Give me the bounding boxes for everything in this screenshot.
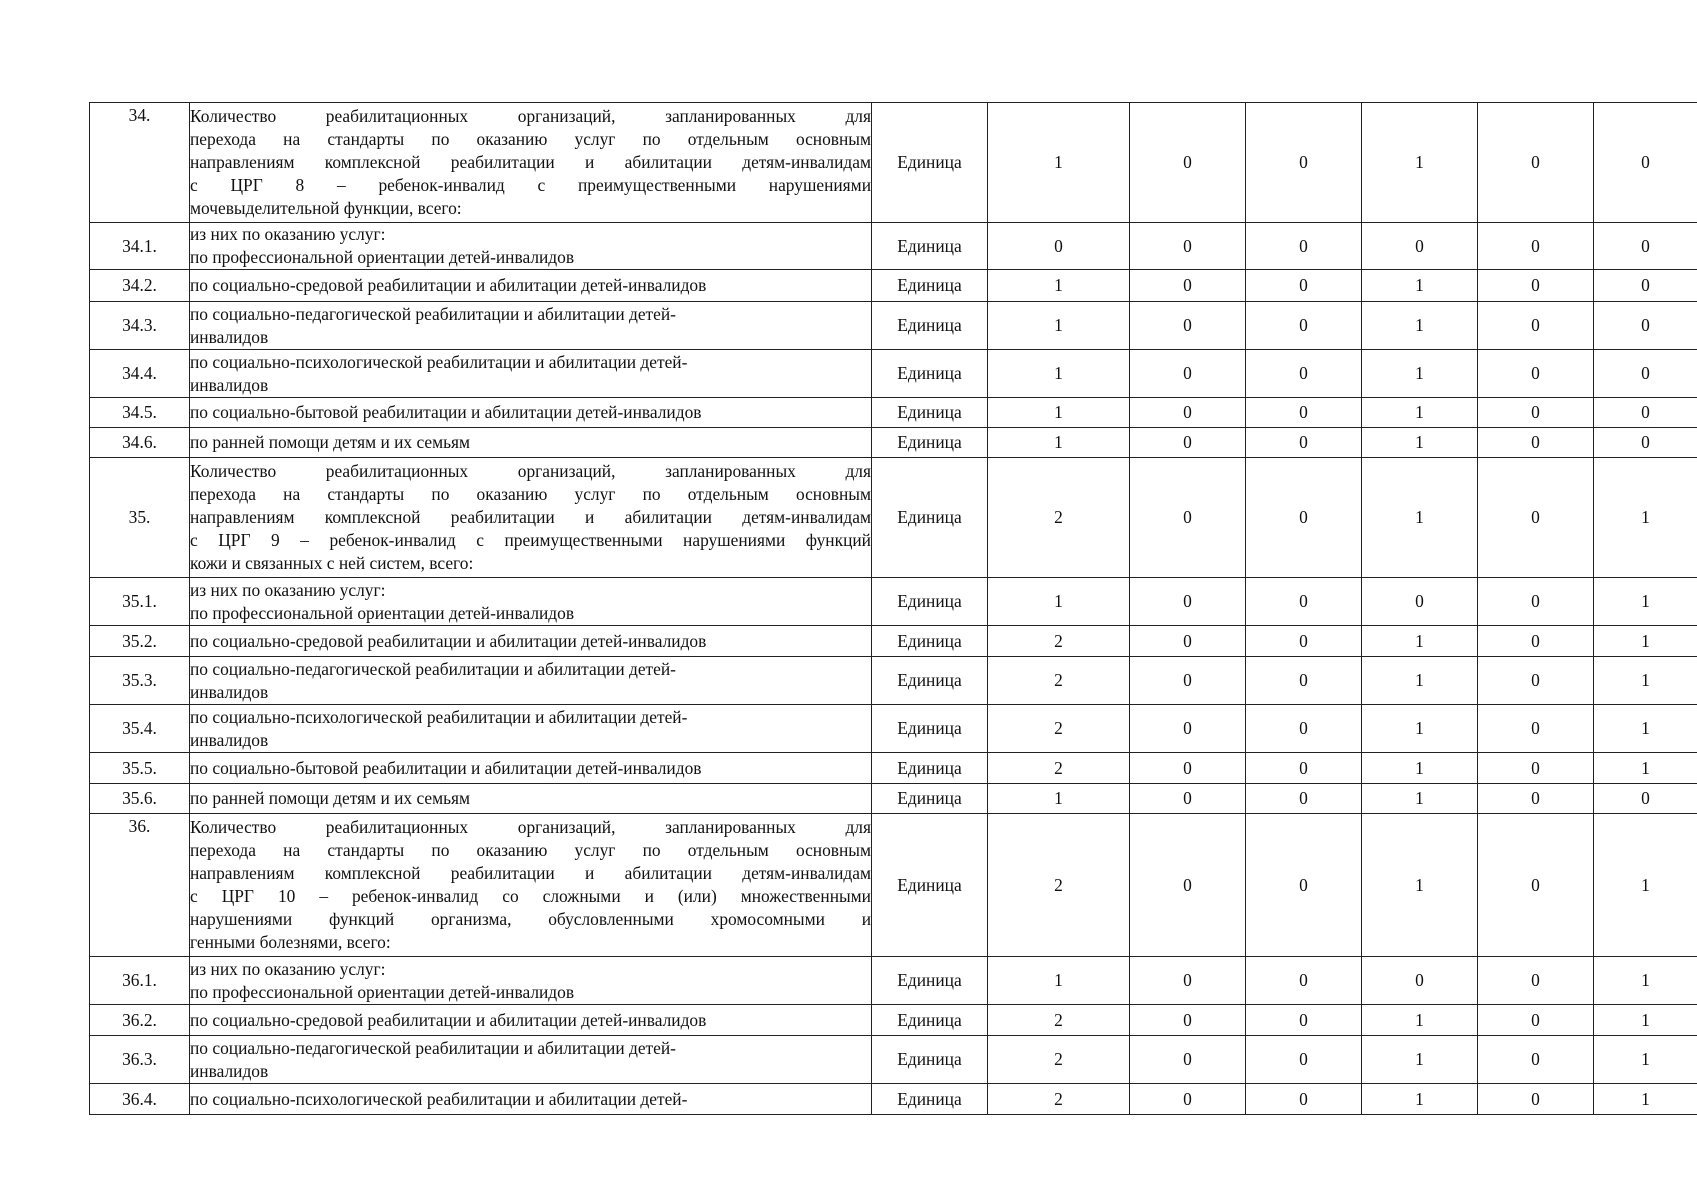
value-cell-4: 0 xyxy=(1362,223,1478,270)
table-row xyxy=(90,223,1697,270)
value-cell-6: 1 xyxy=(1594,578,1697,626)
description-line: перехода на стандарты по оказанию услуг по отдельным основным xyxy=(190,484,871,504)
row-number: 36.4. xyxy=(90,1084,190,1115)
indicator-table xyxy=(89,102,1697,1115)
table-row xyxy=(90,103,1697,223)
table-row xyxy=(90,398,1697,428)
value-cell-1: 2 xyxy=(988,705,1130,753)
value-cell-3: 0 xyxy=(1246,705,1362,753)
value-cell-1: 1 xyxy=(988,398,1130,428)
value-cell-6: 1 xyxy=(1594,1005,1697,1036)
value-cell-3: 0 xyxy=(1246,302,1362,350)
value-cell-1: 0 xyxy=(988,223,1130,270)
value-cell-2: 0 xyxy=(1130,350,1246,398)
value-cell-1: 1 xyxy=(988,428,1130,458)
table-row xyxy=(90,1005,1697,1036)
description-line: по социально-бытовой реабилитации и абилитации детей-инвалидов xyxy=(190,757,702,778)
description-line: мочевыделительной функции, всего: xyxy=(190,198,462,218)
value-cell-3: 0 xyxy=(1246,428,1362,458)
value-cell-2: 0 xyxy=(1130,784,1246,814)
value-cell-5: 0 xyxy=(1478,428,1594,458)
value-cell-2: 0 xyxy=(1130,270,1246,302)
row-description xyxy=(190,1005,872,1036)
value-cell-2: 0 xyxy=(1130,705,1246,753)
value-cell-5: 0 xyxy=(1478,302,1594,350)
unit-cell: Единица xyxy=(872,814,988,957)
value-cell-4: 1 xyxy=(1362,784,1478,814)
row-number: 35.3. xyxy=(90,657,190,705)
description-line: инвалидов xyxy=(190,326,269,347)
value-cell-2: 0 xyxy=(1130,657,1246,705)
unit-cell: Единица xyxy=(872,270,988,302)
row-number: 34.3. xyxy=(90,302,190,350)
value-cell-5: 0 xyxy=(1478,398,1594,428)
description-line: по профессиональной ориентации детей-инвалидов xyxy=(190,602,575,623)
table-row xyxy=(90,657,1697,705)
description-line: направлениям комплексной реабилитации и абилитации детям-инвалидам xyxy=(190,507,871,527)
value-cell-1: 1 xyxy=(988,957,1130,1005)
value-cell-4: 1 xyxy=(1362,458,1478,578)
row-number: 35.1. xyxy=(90,578,190,626)
value-cell-5: 0 xyxy=(1478,103,1594,223)
value-cell-1: 2 xyxy=(988,814,1130,957)
row-number: 34.2. xyxy=(90,270,190,302)
table-row xyxy=(90,458,1697,578)
description-line: с ЦРГ 10 – ребенок-инвалид со сложными и (или) множественными xyxy=(190,886,871,906)
value-cell-4: 1 xyxy=(1362,350,1478,398)
description-line: по социально-средовой реабилитации и абилитации детей-инвалидов xyxy=(190,275,707,295)
table-row xyxy=(90,270,1697,302)
row-description xyxy=(190,814,872,957)
value-cell-2: 0 xyxy=(1130,302,1246,350)
value-cell-2: 0 xyxy=(1130,428,1246,458)
row-description xyxy=(190,705,872,753)
description-line: из них по оказанию услуг: xyxy=(190,224,386,244)
description-line: по социально-педагогической реабилитации и абилитации детей- xyxy=(190,303,676,324)
row-number: 36.3. xyxy=(90,1036,190,1084)
row-number: 34.1. xyxy=(90,223,190,270)
row-description xyxy=(190,270,872,302)
row-number: 36. xyxy=(90,814,190,957)
row-description xyxy=(190,458,872,578)
unit-cell: Единица xyxy=(872,350,988,398)
value-cell-1: 2 xyxy=(988,753,1130,784)
value-cell-2: 0 xyxy=(1130,578,1246,626)
value-cell-4: 1 xyxy=(1362,1005,1478,1036)
value-cell-3: 0 xyxy=(1246,1036,1362,1084)
value-cell-3: 0 xyxy=(1246,1084,1362,1115)
row-number: 34.5. xyxy=(90,398,190,428)
unit-cell: Единица xyxy=(872,302,988,350)
table-row xyxy=(90,705,1697,753)
value-cell-3: 0 xyxy=(1246,398,1362,428)
value-cell-6: 1 xyxy=(1594,705,1697,753)
value-cell-5: 0 xyxy=(1478,626,1594,657)
row-number: 34.4. xyxy=(90,350,190,398)
description-line: из них по оказанию услуг: xyxy=(190,958,386,979)
value-cell-4: 0 xyxy=(1362,957,1478,1005)
table-row xyxy=(90,784,1697,814)
unit-cell: Единица xyxy=(872,1036,988,1084)
description-line: по социально-средовой реабилитации и абилитации детей-инвалидов xyxy=(190,1009,707,1030)
table-row xyxy=(90,1084,1697,1115)
value-cell-3: 0 xyxy=(1246,957,1362,1005)
description-line: нарушениями функций организма, обусловленными хромосомными и xyxy=(190,909,871,929)
value-cell-3: 0 xyxy=(1246,784,1362,814)
row-number: 36.2. xyxy=(90,1005,190,1036)
value-cell-3: 0 xyxy=(1246,657,1362,705)
row-number: 36.1. xyxy=(90,957,190,1005)
value-cell-3: 0 xyxy=(1246,270,1362,302)
value-cell-4: 1 xyxy=(1362,428,1478,458)
value-cell-3: 0 xyxy=(1246,753,1362,784)
value-cell-6: 0 xyxy=(1594,428,1697,458)
description-line: по социально-психологической реабилитации и абилитации детей- xyxy=(190,351,688,372)
description-line: генными болезнями, всего: xyxy=(190,932,391,952)
value-cell-5: 0 xyxy=(1478,223,1594,270)
description-line: инвалидов xyxy=(190,681,269,702)
value-cell-5: 0 xyxy=(1478,458,1594,578)
value-cell-2: 0 xyxy=(1130,957,1246,1005)
value-cell-6: 0 xyxy=(1594,784,1697,814)
table-row xyxy=(90,753,1697,784)
value-cell-1: 1 xyxy=(988,302,1130,350)
value-cell-4: 1 xyxy=(1362,103,1478,223)
value-cell-6: 1 xyxy=(1594,753,1697,784)
unit-cell: Единица xyxy=(872,103,988,223)
table-row xyxy=(90,350,1697,398)
value-cell-2: 0 xyxy=(1130,753,1246,784)
value-cell-6: 0 xyxy=(1594,350,1697,398)
description-line: из них по оказанию услуг: xyxy=(190,579,386,600)
value-cell-5: 0 xyxy=(1478,578,1594,626)
row-description xyxy=(190,302,872,350)
row-description xyxy=(190,1036,872,1084)
value-cell-2: 0 xyxy=(1130,1005,1246,1036)
description-line: инвалидов xyxy=(190,374,269,395)
row-number: 35.5. xyxy=(90,753,190,784)
value-cell-5: 0 xyxy=(1478,814,1594,957)
unit-cell: Единица xyxy=(872,223,988,270)
row-description xyxy=(190,657,872,705)
row-number: 35.4. xyxy=(90,705,190,753)
unit-cell: Единица xyxy=(872,428,988,458)
value-cell-4: 1 xyxy=(1362,1084,1478,1115)
value-cell-4: 0 xyxy=(1362,578,1478,626)
unit-cell: Единица xyxy=(872,578,988,626)
value-cell-3: 0 xyxy=(1246,103,1362,223)
value-cell-5: 0 xyxy=(1478,1005,1594,1036)
unit-cell: Единица xyxy=(872,957,988,1005)
value-cell-6: 1 xyxy=(1594,1084,1697,1115)
row-description xyxy=(190,578,872,626)
row-description xyxy=(190,428,872,458)
value-cell-5: 0 xyxy=(1478,957,1594,1005)
value-cell-4: 1 xyxy=(1362,398,1478,428)
description-line: по ранней помощи детям и их семьям xyxy=(190,432,471,452)
description-line: кожи и связанных с ней систем, всего: xyxy=(190,553,474,573)
unit-cell: Единица xyxy=(872,784,988,814)
value-cell-3: 0 xyxy=(1246,578,1362,626)
row-number: 35. xyxy=(90,458,190,578)
unit-cell: Единица xyxy=(872,753,988,784)
row-description xyxy=(190,350,872,398)
unit-cell: Единица xyxy=(872,1005,988,1036)
value-cell-1: 2 xyxy=(988,458,1130,578)
description-line: Количество реабилитационных организаций, запланированных для xyxy=(190,461,871,481)
description-line: по социально-средовой реабилитации и абилитации детей-инвалидов xyxy=(190,630,707,651)
unit-cell: Единица xyxy=(872,1084,988,1115)
value-cell-1: 2 xyxy=(988,657,1130,705)
unit-cell: Единица xyxy=(872,398,988,428)
table-row xyxy=(90,626,1697,657)
row-description xyxy=(190,1084,872,1115)
table-row xyxy=(90,302,1697,350)
value-cell-3: 0 xyxy=(1246,814,1362,957)
description-line: с ЦРГ 8 – ребенок-инвалид с преимущественными нарушениями xyxy=(190,175,871,195)
value-cell-5: 0 xyxy=(1478,705,1594,753)
value-cell-2: 0 xyxy=(1130,458,1246,578)
description-line: по социально-психологической реабилитации и абилитации детей- xyxy=(190,706,688,727)
value-cell-1: 1 xyxy=(988,103,1130,223)
value-cell-2: 0 xyxy=(1130,398,1246,428)
value-cell-6: 1 xyxy=(1594,626,1697,657)
value-cell-2: 0 xyxy=(1130,1084,1246,1115)
value-cell-3: 0 xyxy=(1246,350,1362,398)
value-cell-3: 0 xyxy=(1246,223,1362,270)
value-cell-1: 2 xyxy=(988,626,1130,657)
value-cell-6: 0 xyxy=(1594,302,1697,350)
value-cell-1: 2 xyxy=(988,1005,1130,1036)
description-line: инвалидов xyxy=(190,1060,269,1081)
value-cell-6: 1 xyxy=(1594,814,1697,957)
table-row xyxy=(90,578,1697,626)
description-line: перехода на стандарты по оказанию услуг по отдельным основным xyxy=(190,129,871,149)
description-line: с ЦРГ 9 – ребенок-инвалид с преимущественными нарушениями функций xyxy=(190,530,871,550)
value-cell-5: 0 xyxy=(1478,753,1594,784)
description-line: Количество реабилитационных организаций, запланированных для xyxy=(190,106,871,126)
value-cell-3: 0 xyxy=(1246,626,1362,657)
description-line: по профессиональной ориентации детей-инвалидов xyxy=(190,247,575,267)
description-line: по социально-бытовой реабилитации и абилитации детей-инвалидов xyxy=(190,402,702,422)
value-cell-4: 1 xyxy=(1362,302,1478,350)
value-cell-4: 1 xyxy=(1362,626,1478,657)
value-cell-2: 0 xyxy=(1130,814,1246,957)
row-description xyxy=(190,784,872,814)
row-description xyxy=(190,103,872,223)
table-row xyxy=(90,1036,1697,1084)
value-cell-2: 0 xyxy=(1130,223,1246,270)
value-cell-2: 0 xyxy=(1130,1036,1246,1084)
row-number: 35.2. xyxy=(90,626,190,657)
value-cell-1: 2 xyxy=(988,1036,1130,1084)
value-cell-1: 1 xyxy=(988,350,1130,398)
table-row xyxy=(90,957,1697,1005)
description-line: направлениям комплексной реабилитации и абилитации детям-инвалидам xyxy=(190,863,871,883)
row-description xyxy=(190,398,872,428)
unit-cell: Единица xyxy=(872,626,988,657)
value-cell-3: 0 xyxy=(1246,1005,1362,1036)
value-cell-1: 1 xyxy=(988,578,1130,626)
value-cell-5: 0 xyxy=(1478,350,1594,398)
value-cell-6: 0 xyxy=(1594,223,1697,270)
value-cell-4: 1 xyxy=(1362,270,1478,302)
unit-cell: Единица xyxy=(872,657,988,705)
value-cell-6: 0 xyxy=(1594,398,1697,428)
row-description xyxy=(190,957,872,1005)
value-cell-6: 1 xyxy=(1594,1036,1697,1084)
row-description xyxy=(190,626,872,657)
description-line: по социально-педагогической реабилитации и абилитации детей- xyxy=(190,658,676,679)
value-cell-2: 0 xyxy=(1130,626,1246,657)
value-cell-1: 2 xyxy=(988,1084,1130,1115)
description-line: по ранней помощи детям и их семьям xyxy=(190,788,471,808)
value-cell-2: 0 xyxy=(1130,103,1246,223)
value-cell-4: 1 xyxy=(1362,814,1478,957)
row-number: 35.6. xyxy=(90,784,190,814)
value-cell-4: 1 xyxy=(1362,705,1478,753)
value-cell-6: 1 xyxy=(1594,458,1697,578)
row-description xyxy=(190,753,872,784)
value-cell-4: 1 xyxy=(1362,1036,1478,1084)
value-cell-3: 0 xyxy=(1246,458,1362,578)
value-cell-6: 0 xyxy=(1594,270,1697,302)
value-cell-4: 1 xyxy=(1362,657,1478,705)
description-line: инвалидов xyxy=(190,729,269,750)
unit-cell: Единица xyxy=(872,458,988,578)
value-cell-5: 0 xyxy=(1478,657,1594,705)
value-cell-4: 1 xyxy=(1362,753,1478,784)
description-line: по профессиональной ориентации детей-инвалидов xyxy=(190,981,575,1002)
description-line: Количество реабилитационных организаций, запланированных для xyxy=(190,817,871,837)
table-row xyxy=(90,814,1697,957)
description-line: по социально-педагогической реабилитации и абилитации детей- xyxy=(190,1037,676,1058)
value-cell-6: 1 xyxy=(1594,957,1697,1005)
unit-cell: Единица xyxy=(872,705,988,753)
value-cell-5: 0 xyxy=(1478,784,1594,814)
description-line: по социально-психологической реабилитации и абилитации детей- xyxy=(190,1088,688,1109)
table-row xyxy=(90,428,1697,458)
row-description xyxy=(190,223,872,270)
row-number: 34.6. xyxy=(90,428,190,458)
value-cell-1: 1 xyxy=(988,270,1130,302)
description-line: перехода на стандарты по оказанию услуг по отдельным основным xyxy=(190,840,871,860)
row-number: 34. xyxy=(90,103,190,223)
value-cell-6: 0 xyxy=(1594,103,1697,223)
value-cell-1: 1 xyxy=(988,784,1130,814)
value-cell-5: 0 xyxy=(1478,270,1594,302)
description-line: направлениям комплексной реабилитации и абилитации детям-инвалидам xyxy=(190,152,871,172)
value-cell-5: 0 xyxy=(1478,1036,1594,1084)
value-cell-5: 0 xyxy=(1478,1084,1594,1115)
value-cell-6: 1 xyxy=(1594,657,1697,705)
